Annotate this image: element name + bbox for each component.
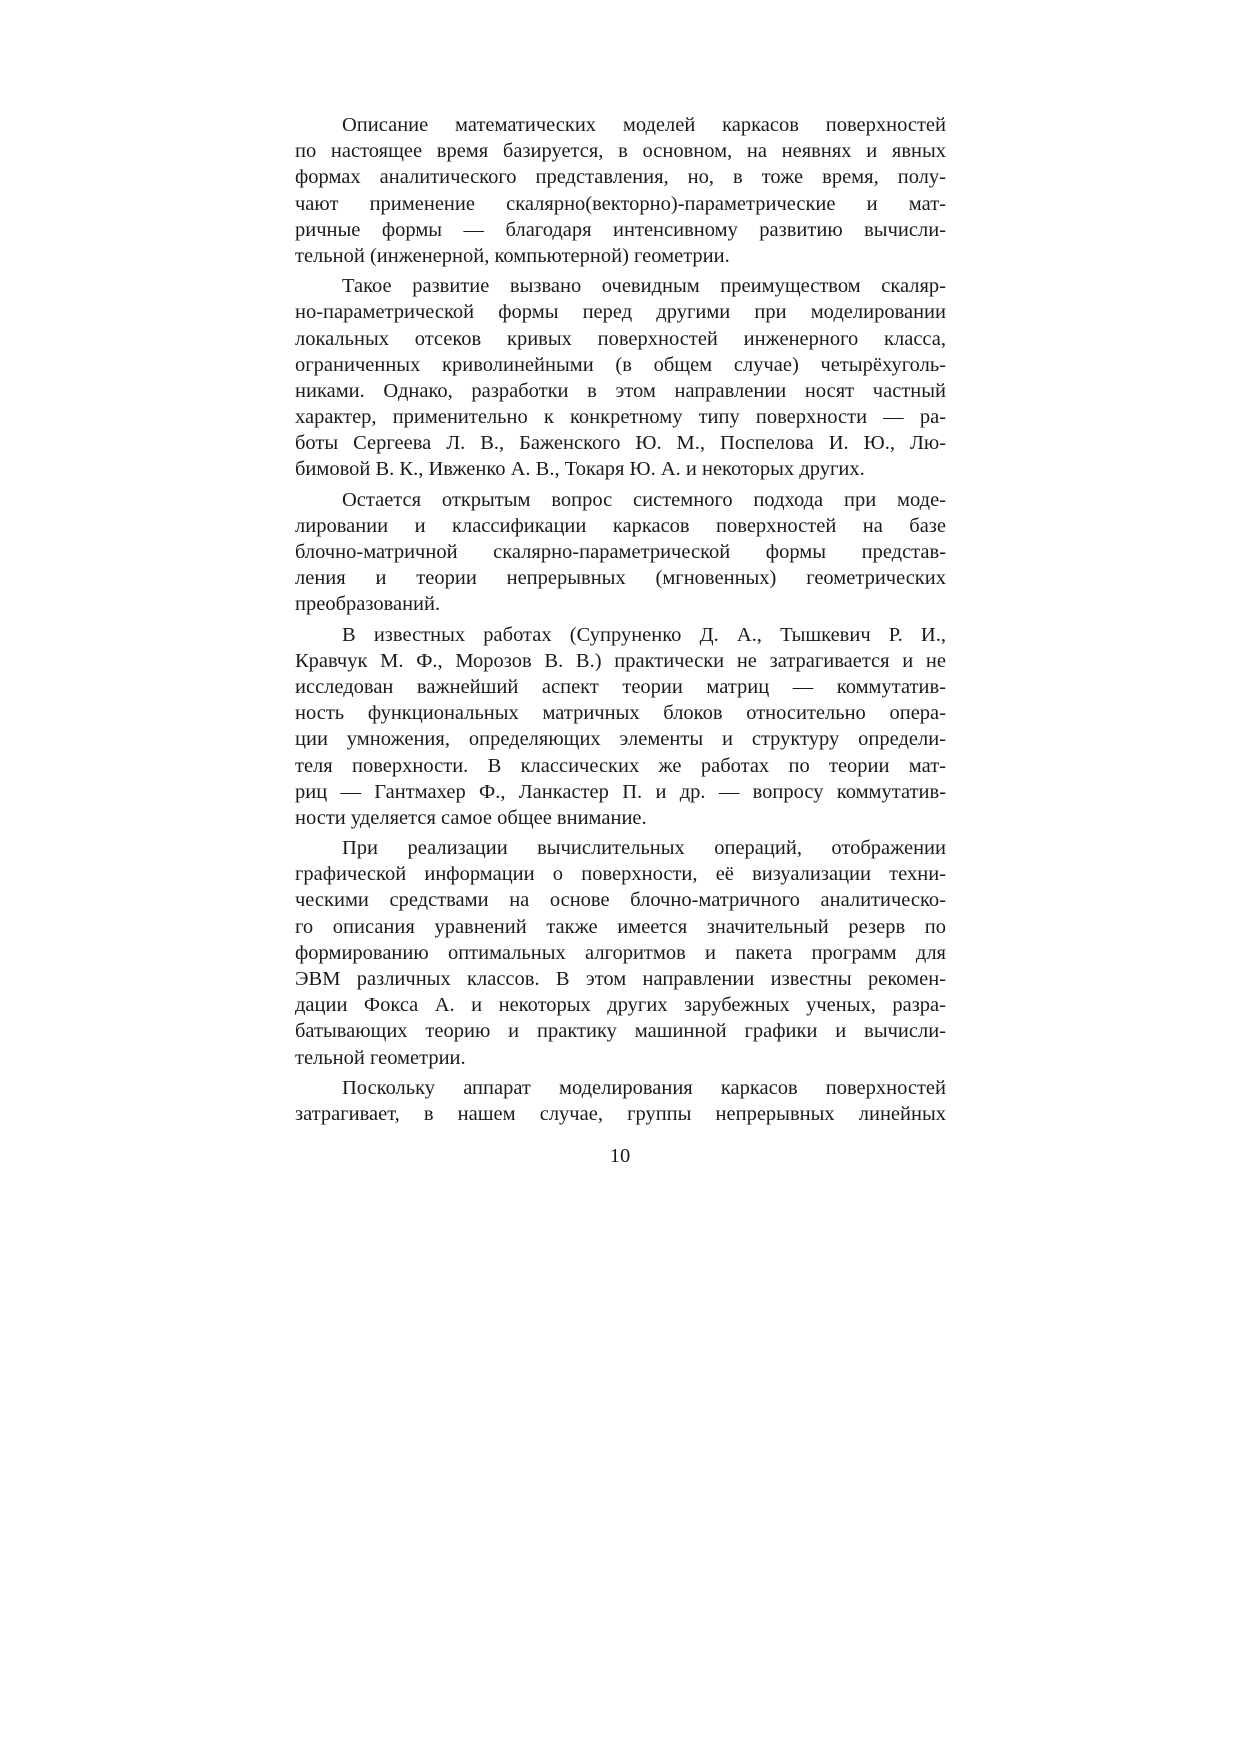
- text-line: затрагивает, в нашем случае, группы непрерывных линейных: [295, 1102, 946, 1125]
- text-line: ность функциональных матричных блоков относительно опера-: [295, 702, 946, 725]
- text-line: ности уделяется самое общее внимание.: [295, 806, 647, 829]
- text-line: Кравчук М. Ф., Морозов В. В.) практически не затрагивается и не: [295, 649, 946, 672]
- text-line: графической информации о поверхности, её визуализации техни-: [295, 863, 946, 886]
- paragraph: [295, 112, 946, 269]
- text-line: При реализации вычислительных операций, отображении: [342, 837, 946, 860]
- page-body-text: [295, 112, 946, 1131]
- text-line: теля поверхности. В классических же работах по теории мат-: [295, 754, 946, 777]
- text-line: ЭВМ различных классов. В этом направлении известны рекомен-: [295, 968, 946, 990]
- text-line: тельной (инженерной, компьютерной) геометрии.: [295, 244, 730, 267]
- text-line: преобразований.: [295, 593, 441, 616]
- paragraph: [295, 1075, 946, 1127]
- text-line: боты Сергеева Л. В., Баженского Ю. М., Поспелова И. Ю., Лю-: [295, 432, 946, 455]
- paragraph: [295, 835, 946, 1071]
- paragraph: [295, 487, 946, 618]
- text-line: исследован важнейший аспект теории матриц — коммутатив-: [295, 675, 946, 698]
- text-line: но-параметрической формы перед другими при моделировании: [295, 301, 946, 324]
- text-line: В известных работах (Супруненко Д. А., Тышкевич Р. И.,: [342, 623, 946, 646]
- text-line: батывающих теорию и практику машинной графики и вычисли-: [295, 1020, 946, 1043]
- text-line: ции умножения, определяющих элементы и структуру определи-: [295, 728, 946, 751]
- paragraph: [295, 273, 946, 483]
- text-line: лировании и классификации каркасов поверхностей на базе: [295, 514, 946, 537]
- page-number: 10: [609, 1145, 631, 1167]
- text-line: ления и теории непрерывных (мгновенных) геометрических: [295, 567, 946, 590]
- text-line: тельной геометрии.: [295, 1046, 466, 1069]
- text-line: Остается открытым вопрос системного подхода при моде-: [342, 488, 946, 511]
- text-line: формированию оптимальных алгоритмов и пакета программ для: [295, 941, 946, 964]
- text-line: Поскольку аппарат моделирования каркасов поверхностей: [342, 1076, 946, 1099]
- text-line: ограниченных криволинейными (в общем случае) четырёхуголь-: [295, 353, 946, 376]
- text-line: блочно-матричной скалярно-параметрической формы представ-: [295, 541, 946, 563]
- text-line: формах аналитического представления, но, в тоже время, полу-: [295, 166, 946, 189]
- text-line: риц — Гантмахер Ф., Ланкастер П. и др. — вопросу коммутатив-: [295, 780, 946, 803]
- paragraph: [295, 622, 946, 832]
- text-line: чают применение скалярно(векторно)-параметрические и мат-: [295, 192, 946, 215]
- text-line: дации Фокса А. и некоторых других зарубежных ученых, разра-: [295, 994, 946, 1017]
- text-line: бимовой В. К., Ивженко А. В., Токаря Ю. А. и некоторых других.: [295, 458, 865, 481]
- text-line: ричные формы — благодаря интенсивному развитию вычисли-: [295, 218, 946, 241]
- text-line: локальных отсеков кривых поверхностей инженерного класса,: [295, 327, 946, 350]
- text-line: го описания уравнений также имеется значительный резерв по: [295, 915, 946, 938]
- text-line: Такое развитие вызвано очевидным преимуществом скаляр-: [342, 275, 946, 298]
- text-line: по настоящее время базируется, в основном, на неявнях и явных: [295, 140, 946, 163]
- text-line: никами. Однако, разработки в этом направлении носят частный: [295, 379, 946, 402]
- text-line: ческими средствами на основе блочно-матричного аналитическо-: [295, 889, 946, 912]
- text-line: Описание математических моделей каркасов поверхностей: [342, 114, 946, 136]
- text-line: характер, применительно к конкретному типу поверхности — ра-: [295, 406, 946, 429]
